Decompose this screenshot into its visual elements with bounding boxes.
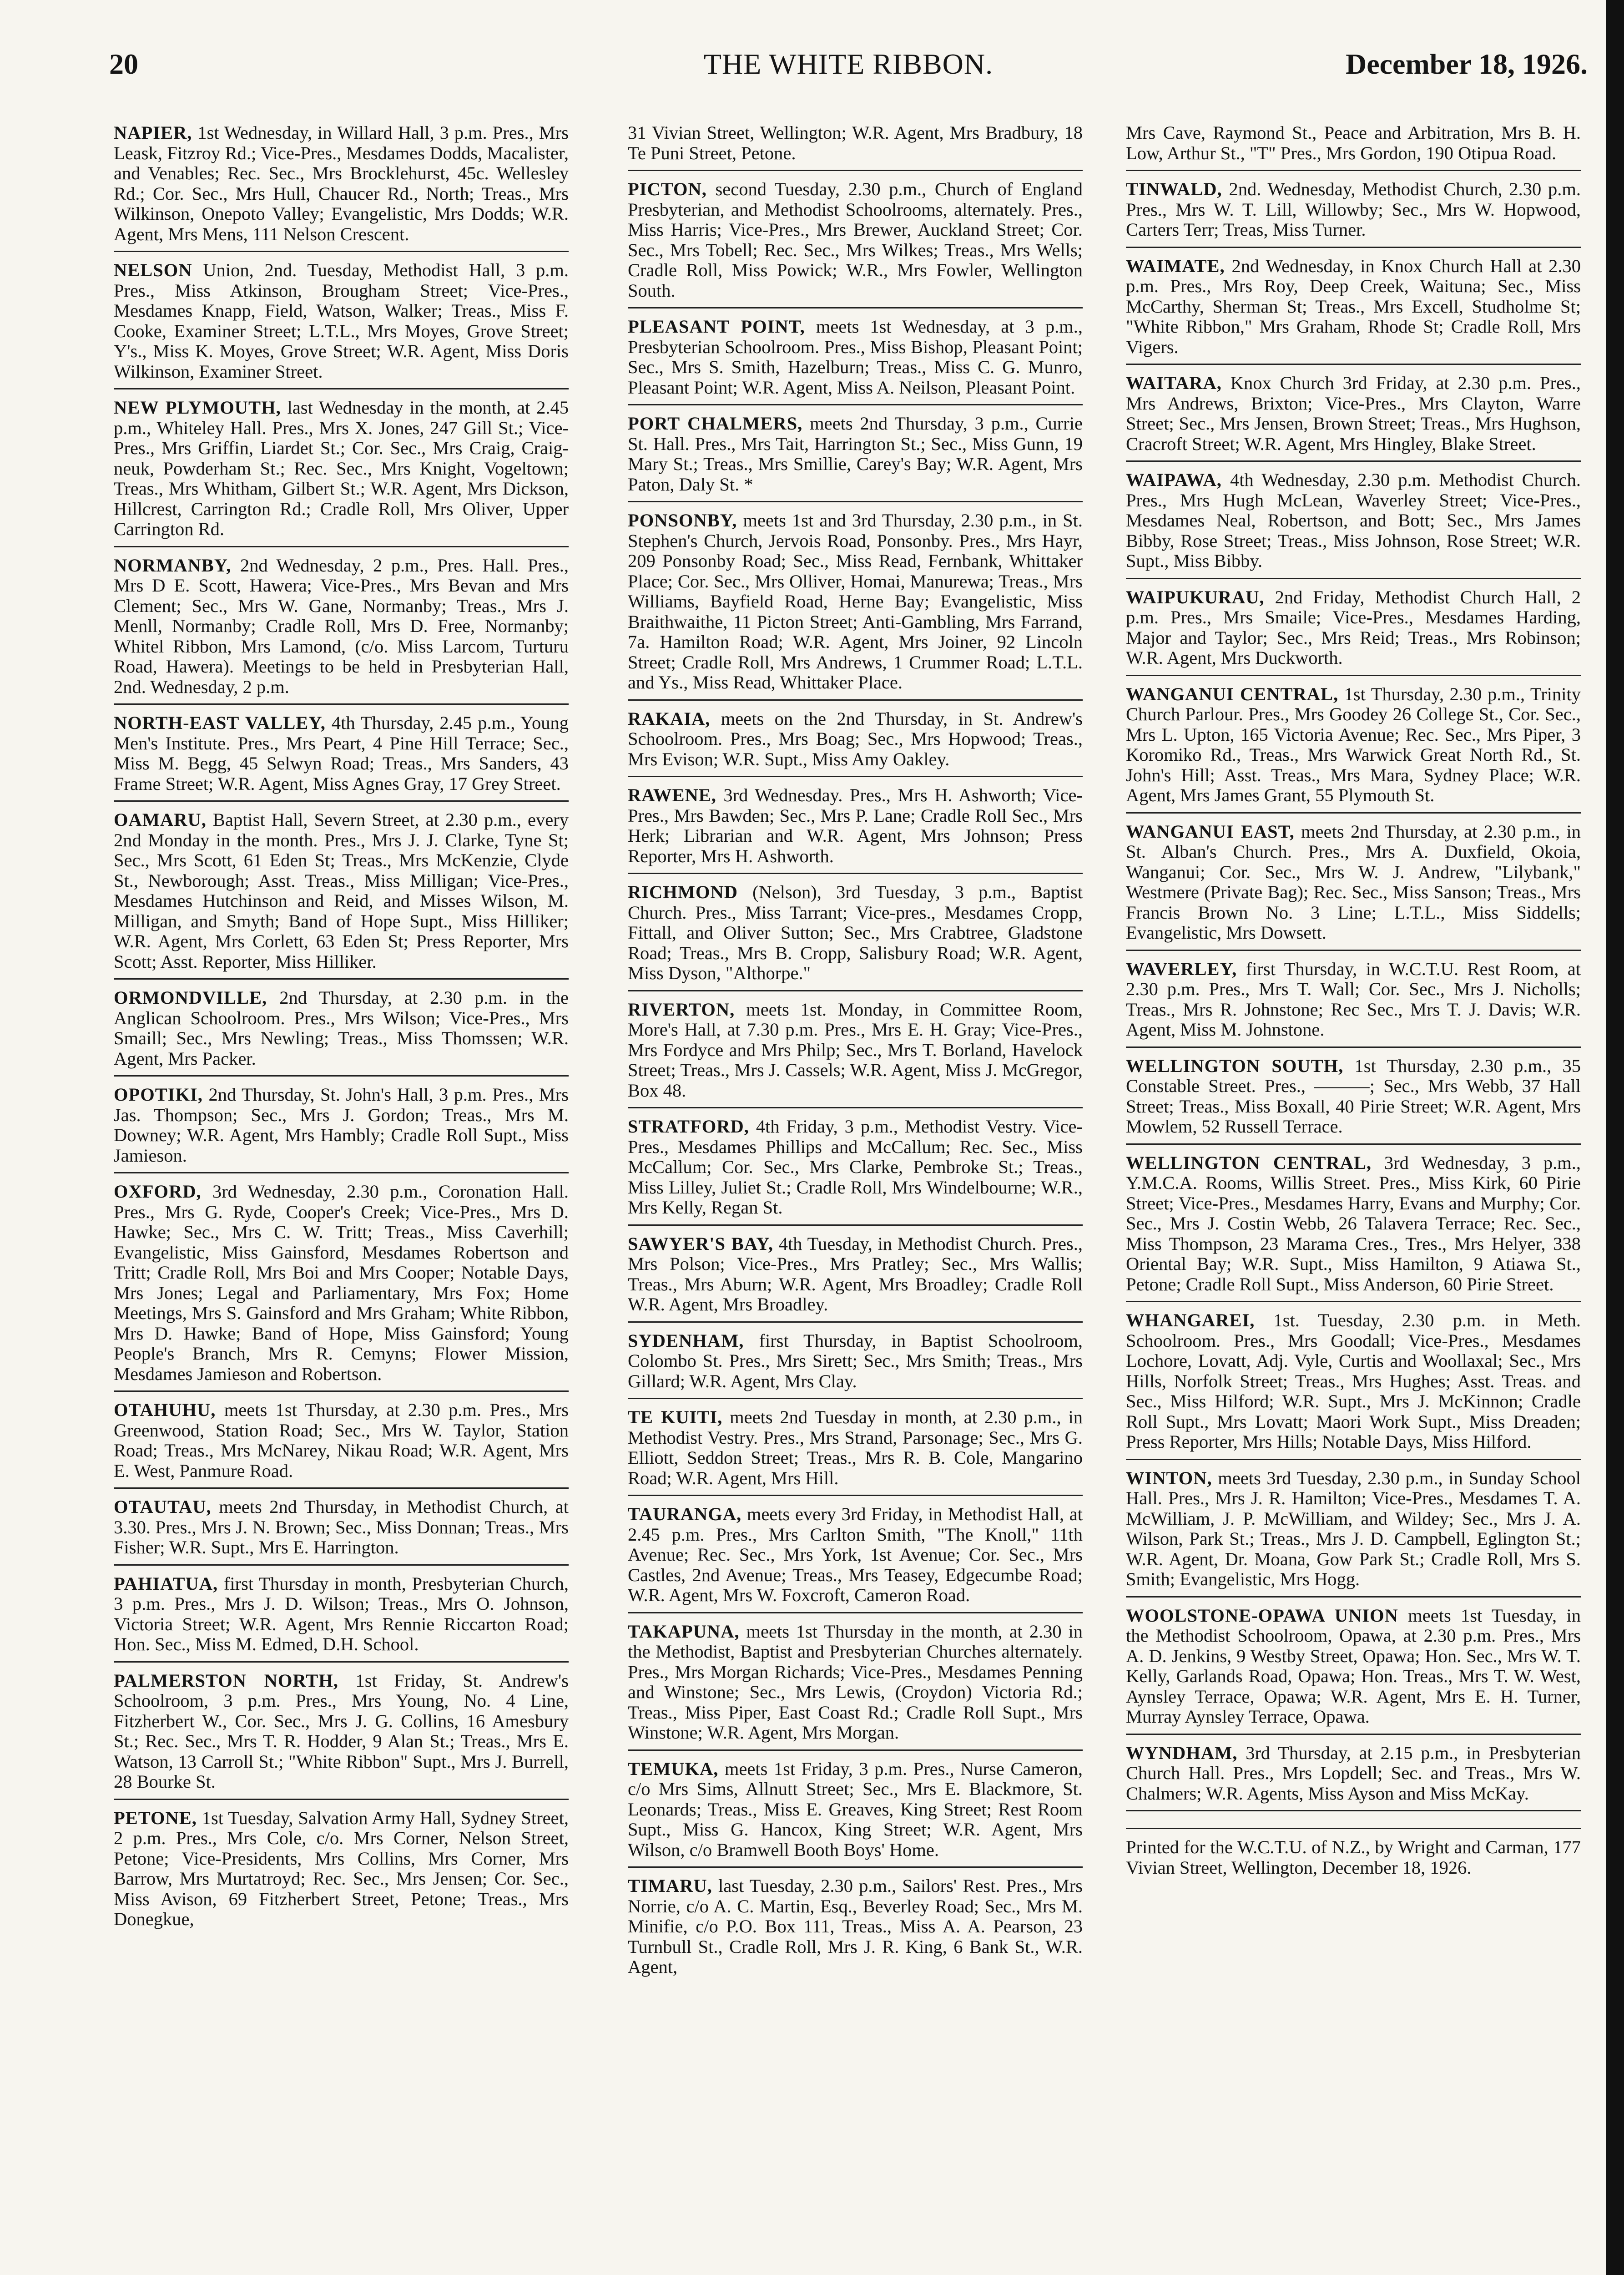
union-details: 2nd Wednesday, 2 p.m., Pres. Hall. Pres., Mrs D E. Scott, Hawera; Vice-Pres., Mrs Bevan and Mrs Clement; Sec., Mrs W. Gane, Normanby; Treas., Mrs J. Menll, Normanby; Cradle Roll, Mrs D. Free, Normanby; Whitel Ribbon, Mrs Lamond, (c/o. Miss Larcom, Turturu Road, Hawera). Meetings to be held in Presbyterian Hall, 2nd. Wednesday, 2 p.m. bbox=[114, 555, 569, 697]
union-details: 1st. Tuesday, 2.30 p.m. in Meth. Schoolroom. Pres., Mrs Goodall; Vice-Pres., Mesdames Lochore, Lovatt, Adj. Vyle, Curtis and Woollaxal; Sec., Mrs Hills, Norfolk Street; Treas., Mrs Hughes; Asst. Treas. and Sec., Miss Hilford; W.R. Supt., Mrs J. McKinnon; Cradle Roll Supt., Mrs Lovatt; Maori Work Supt., Miss Dreaden; Press Reporter, Mrs Hills; Notable Days, Miss Hilford. bbox=[1126, 1310, 1581, 1452]
union-entry bbox=[628, 1407, 1083, 1496]
union-details: Baptist Hall, Severn Street, at 2.30 p.m., every 2nd Monday in the month. Pres., Mrs J. J. Clarke, Tyne St; Sec., Mrs Scott, 61 Eden St; Treas., Mrs McKenzie, Clyde St., Newborough; Asst. Treas., Miss Milligan; Vice-Pres., Mesdames Hutchinson and Reid, and Misses Wilson, M. Milligan, and Smyth; Band of Hope Supt., Miss Hilliker; W.R. Agent, Mrs Corlett, 63 Eden St; Press Reporter, Mrs Scott; Asst. Reporter, Miss Hilliker. bbox=[114, 809, 569, 972]
union-details: 2nd Wednesday, in Knox Church Hall at 2.30 p.m. Pres., Mrs Roy, Deep Creek, Waituna; Sec., Miss McCarthy, Sherman St; Treas., Mrs Excell, Studholme St; "White Ribbon," Mrs Graham, Rhode St; Cradle Roll, Mrs Vigers. bbox=[1126, 255, 1581, 357]
union-details: 3rd Wednesday. Pres., Mrs H. Ashworth; Vice-Pres., Mrs Bawden; Sec., Mrs P. Lane; Cradle Roll Sec., Mrs Herk; Librarian and W.R. Agent, Mrs Johnson; Press Reporter, Mrs H. Ashworth. bbox=[628, 785, 1083, 866]
union-entry bbox=[1126, 373, 1581, 462]
union-details: 31 Vivian Street, Wellington; W.R. Agent, Mrs Bradbury, 18 Te Puni Street, Petone. bbox=[628, 122, 1083, 163]
union-details: meets on the 2nd Thursday, in St. Andrew's Schoolroom. Pres., Mrs Boag; Sec., Mrs Hopwood; Treas., Mrs Evison; W.R. Supt., Miss Amy Oakley. bbox=[628, 708, 1083, 769]
union-details: 4th Wednesday, 2.30 p.m. Methodist Church. Pres., Mrs Hugh McLean, Waverley Street; Vice-Pres., Mesdames Neal, Robertson, and Bott; Sec., Mrs James Bibby, Rose Street; Treas., Miss Johnson, Rose Street; W.R. Supt., Miss Bibby. bbox=[1126, 470, 1581, 571]
union-details: (Nelson), 3rd Tuesday, 3 p.m., Baptist Church. Pres., Miss Tarrant; Vice-pres., Mesdames Cropp, Fittall, and Oliver Sutton; Sec., Mrs Crabtree, Gladstone Road; Treas., Mrs B. Cropp, Salisbury Road; W.R. Agent, Miss Dyson, "Althorpe." bbox=[628, 882, 1083, 983]
union-entry bbox=[114, 398, 569, 547]
union-details: meets 1st Friday, 3 p.m. Pres., Nurse Cameron, c/o Mrs Sims, Allnutt Street; Sec., Mrs E. Blackmore, St. Leonards; Treas., Miss E. Greaves, King Street; Rest Room Supt., Miss G. Hancox, King Street; W.R. Agent, Mrs Wilson, c/o Bramwell Booth Boys' Home. bbox=[628, 1758, 1083, 1860]
union-details: first Thursday in month, Presbyterian Church, 3 p.m. Pres., Mrs J. D. Wilson; Treas., Mrs O. Johnson, Victoria Street; W.R. Agent, Mrs Rennie Riccarton Road; Hon. Sec., Miss M. Edmed, D.H. School. bbox=[114, 1573, 569, 1654]
union-name: WAIPUKURAU, bbox=[1126, 586, 1265, 607]
union-details: 1st Thursday, 2.30 p.m., Trinity Church Parlour. Pres., Mrs Goodey 26 College St., Cor. Sec., Mrs L. Upton, 165 Victoria Avenue; Rec. Sec., Mrs Piper, 3 Koromiko Rd., Treas., Mrs Warwick Great North Rd., St. John's Hill; Asst. Treas., Mrs Mara, Sydney Place; W.R. Agent, Mrs James Grant, 55 Plymouth St. bbox=[1126, 683, 1581, 805]
union-entry bbox=[628, 1876, 1083, 1984]
scan-edge-border bbox=[1606, 0, 1624, 2275]
union-entry bbox=[628, 1622, 1083, 1751]
union-name: PLEASANT POINT, bbox=[628, 316, 805, 337]
union-name: NEW PLYMOUTH, bbox=[114, 397, 281, 418]
union-name: WELLINGTON SOUTH, bbox=[1126, 1055, 1344, 1076]
union-details: 1st Friday, St. Andrew's Schoolroom, 3 p.m. Pres., Mrs Young, No. 4 Line, Fitzherbert W., Cor. Sec., Mrs J. G. Collins, 16 Amesbury St.; Rec. Sec., Mrs T. R. Hodder, 9 Alan St.; Treas., Mrs E. Watson, 13 Carroll St.; "White Ribbon" Supt., Mrs J. Burrell, 28 Bourke St. bbox=[114, 1670, 569, 1792]
union-entry bbox=[1126, 179, 1581, 248]
union-details: meets 2nd Tuesday in month, at 2.30 p.m., in Methodist Vestry. Pres., Mrs Strand, Parsonage; Sec., Mrs G. Elliott, Seddon Street; Treas., Mrs R. B. Cole, Mangarino Road; W.R. Agent, Mrs Hill. bbox=[628, 1407, 1083, 1488]
union-name: STRATFORD, bbox=[628, 1116, 749, 1137]
union-details: meets 2nd Thursday, 3 p.m., Currie St. Hall. Pres., Mrs Tait, Harrington St.; Sec., Miss Gunn, 19 Mary St.; Treas., Mrs Smillie, Carey's Bay; W.R. Agent, Mrs Paton, Daly St. * bbox=[628, 413, 1083, 495]
union-name: WHANGAREI, bbox=[1126, 1310, 1255, 1330]
union-name: WANGANUI EAST, bbox=[1126, 821, 1295, 842]
union-details: 3rd Wednesday, 3 p.m., Y.M.C.A. Rooms, Willis Street. Pres., Miss Kirk, 60 Pirie Street; Vice-Pres., Mesdames Harry, Evans and Murphy; Cor. Sec., Mrs J. Costin Webb, 26 Talavera Terrace; Rec. Sec., Miss Thompson, 23 Marama Cres., Tres., Mrs Helyer, 338 Oriental Bay; W.R. Supt., Miss Hamilton, 9 Atiawa St., Petone; Cradle Roll Supt., Miss Anderson, 60 Pirie Street. bbox=[1126, 1152, 1581, 1294]
union-entry bbox=[628, 179, 1083, 308]
union-name: NELSON bbox=[114, 260, 192, 280]
union-name: WAIPAWA, bbox=[1126, 470, 1222, 490]
union-details: 3rd Thursday, at 2.15 p.m., in Presbyterian Church Hall. Pres., Mrs Lopdell; Sec. and Treas., Mrs W. Chalmers; W.R. Agents, Miss Ayson and Miss McKay. bbox=[1126, 1742, 1581, 1804]
union-details: 1st Wednesday, in Willard Hall, 3 p.m. Pres., Mrs Leask, Fitzroy Rd.; Vice-Pres., Mesdames Dodds, Macalister, and Venables; Rec. Sec., Mrs Brocklehurst, 45c. Wellesley Rd.; Cor. Sec., Mrs Hull, Chaucer Rd., North; Treas., Mrs Wilkinson, Onepoto Valley; Evangelistic, Mrs Dodds; W.R. Agent, Mrs Mens, 111 Nelson Crescent. bbox=[114, 122, 569, 244]
union-entry bbox=[1126, 1310, 1581, 1460]
union-entry bbox=[628, 709, 1083, 778]
union-name: WAIMATE, bbox=[1126, 255, 1225, 276]
union-details: 2nd. Wednesday, Methodist Church, 2.30 p.m. Pres., Mrs W. T. Lill, Willowby; Sec., Mrs W. Hopwood, Carters Terr; Treas, Miss Turner. bbox=[1126, 179, 1581, 240]
union-details: meets 1st. Monday, in Committee Room, More's Hall, at 7.30 p.m. Pres., Mrs E. H. Gray; Vice-Pres., Mrs Fordyce and Mrs Philp; Sec., Mrs T. Borland, Havelock Street; Treas., Mrs J. Cassels; W.R. Agent, Miss J. McGregor, Box 48. bbox=[628, 999, 1083, 1101]
union-name: WELLINGTON CENTRAL, bbox=[1126, 1152, 1372, 1173]
union-name: OXFORD, bbox=[114, 1181, 202, 1202]
union-entry bbox=[628, 882, 1083, 991]
union-entry bbox=[628, 511, 1083, 701]
union-name: OTAHUHU, bbox=[114, 1400, 216, 1420]
union-name: WAITARA, bbox=[1126, 373, 1222, 393]
publication-title: THE WHITE RIBBON. bbox=[703, 48, 994, 80]
union-entry bbox=[1126, 123, 1581, 171]
union-name: SYDENHAM, bbox=[628, 1330, 744, 1351]
union-entry bbox=[628, 1234, 1083, 1323]
union-entry bbox=[628, 1331, 1083, 1400]
union-name: RICHMOND bbox=[628, 882, 738, 902]
union-name: PONSONBY, bbox=[628, 510, 737, 531]
union-entry bbox=[114, 988, 569, 1077]
union-details: 1st Tuesday, Salvation Army Hall, Sydney Street, 2 p.m. Pres., Mrs Cole, c/o. Mrs Corner, Nelson Street, Petone; Vice-Presidents, Mrs Collins, Mrs Corner, Mrs Barrow, Mrs Murtatroyd; Rec. Sec., Mrs Jensen; Cor. Sec., Miss Avison, 69 Fitzherbert Street, Petone; Treas., Mrs Donegkue, bbox=[114, 1807, 569, 1929]
union-details: meets 1st Thursday, at 2.30 p.m. Pres., Mrs Greenwood, Station Road; Sec., Mrs W. Taylor, Station Road; Treas., Mrs McNarey, Nikau Road; W.R. Agent, Mrs E. West, Panmure Road. bbox=[114, 1400, 569, 1481]
union-details: first Thursday, in W.C.T.U. Rest Room, at 2.30 p.m. Pres., Mrs T. Wall; Cor. Sec., Mrs J. Nicholls; Treas., Mrs R. Johnstone; Rec Sec., Mrs T. J. Davis; W.R. Agent, Miss M. Johnstone. bbox=[1126, 958, 1581, 1040]
union-name: TAKAPUNA, bbox=[628, 1621, 740, 1642]
union-details: second Tuesday, 2.30 p.m., Church of England Presbyterian, and Methodist Schoolrooms, alternately. Pres., Miss Harris; Vice-Pres., Mrs Brewer, Auckland Street; Cor. Sec., Mrs Tobell; Rec. Sec., Mrs Wilkes; Treas., Mrs Wells; Cradle Roll, Miss Powick; W.R., Mrs Fowler, Wellington South. bbox=[628, 179, 1083, 301]
union-name: OPOTIKI, bbox=[114, 1084, 203, 1105]
union-name: RAWENE, bbox=[628, 785, 716, 805]
union-details: last Tuesday, 2.30 p.m., Sailors' Rest. Pres., Mrs Norrie, c/o A. C. Martin, Esq., Beverley Road; Sec., Mrs M. Minifie, c/o P.O. Box 111, Treas., Miss A. A. Pearson, 23 Turnbull St., Cradle Roll, Mrs J. R. King, 6 Bank St., W.R. Agent, bbox=[628, 1876, 1083, 1977]
union-details: meets 1st Thursday in the month, at 2.30 in the Methodist, Baptist and Presbyterian Churches alternately. Pres., Mrs Morgan Richards; Vice-Pres., Mesdames Penning and Winstone; Sec., Mrs Lewis, (Croydon) Victoria Rd.; Treas., Miss Piper, East Coast Rd.; Cradle Roll Supt., Mrs Winstone; W.R. Agent, Mrs Morgan. bbox=[628, 1621, 1083, 1743]
union-details: Mrs Cave, Raymond St., Peace and Arbitration, Mrs B. H. Low, Arthur St., "T" Pres., Mrs Gordon, 190 Otipua Road. bbox=[1126, 122, 1581, 163]
union-entry bbox=[1126, 587, 1581, 676]
union-entry bbox=[628, 123, 1083, 171]
union-entry bbox=[1126, 256, 1581, 365]
union-details: meets 1st Tuesday, in the Methodist Schoolroom, Opawa, at 2.30 p.m. Pres., Mrs A. D. Jenkins, 9 Westby Street, Opawa; Hon. Sec., Mrs W. T. Kelly, Garlands Road, Opawa; Hon. Treas., Mrs T. W. West, Aynsley Terrace, Opawa; W.R. Agent, Mrs E. H. Turner, Murray Aynsley Terrace, Opawa. bbox=[1126, 1605, 1581, 1727]
union-details: 4th Friday, 3 p.m., Methodist Vestry. Vice-Pres., Mesdames Phillips and McCallum; Rec. Sec., Miss McCallum; Cor. Sec., Mrs Clarke, Pembroke St.; Treas., Miss Lilley, Juliet St.; Cradle Roll, Mrs Windelbourne; W.R., Mrs Kelly, Regan St. bbox=[628, 1116, 1083, 1218]
union-entry bbox=[1126, 470, 1581, 579]
union-name: NORTH-EAST VALLEY, bbox=[114, 713, 326, 733]
union-name: WANGANUI CENTRAL, bbox=[1126, 683, 1339, 704]
printer-imprint: Printed for the W.C.T.U. of N.Z., by Wright and Carman, 177 Vivian Street, Wellington, December 18, 1926. bbox=[1126, 1828, 1581, 1878]
union-details: 2nd Thursday, at 2.30 p.m. in the Anglican Schoolroom. Pres., Mrs Wilson; Vice-Pres., Mrs Smaill; Sec., Mrs Newling; Treas., Miss Thomssen; W.R. Agent, Mrs Packer. bbox=[114, 987, 569, 1069]
union-name: TINWALD, bbox=[1126, 179, 1222, 199]
union-entry bbox=[1126, 1468, 1581, 1598]
union-name: TIMARU, bbox=[628, 1876, 712, 1896]
union-entry bbox=[628, 1000, 1083, 1109]
union-name: SAWYER'S BAY, bbox=[628, 1233, 774, 1254]
union-entry bbox=[1126, 1743, 1581, 1812]
union-details: first Thursday, in Baptist Schoolroom, Colombo St. Pres., Mrs Sirett; Sec., Mrs Smith; Treas., Mrs Gillard; W.R. Agent, Mrs Clay. bbox=[628, 1330, 1083, 1391]
union-name: OTAUTAU, bbox=[114, 1496, 212, 1517]
union-name: PALMERSTON NORTH, bbox=[114, 1670, 338, 1691]
union-entry bbox=[628, 1504, 1083, 1613]
union-details: 4th Tuesday, in Methodist Church. Pres., Mrs Polson; Vice-Pres., Mrs Pratley; Sec., Mrs Wallis; Treas., Mrs Aburn; W.R. Agent, Mrs Broadley; Cradle Roll W.R. Agent, Mrs Broadley. bbox=[628, 1233, 1083, 1314]
union-entry bbox=[1126, 959, 1581, 1048]
union-entry bbox=[1126, 1153, 1581, 1303]
union-details: meets every 3rd Friday, in Methodist Hall, at 2.45 p.m. Pres., Mrs Carlton Smith, "The Knoll," 11th Avenue; Rec. Sec., Mrs York, 1st Avenue; Cor. Sec., Mrs Castles, 2nd Avenue; Treas., Mrs Teasey, Edgecumbe Road; W.R. Agent, Mrs W. Foxcroft, Cameron Road. bbox=[628, 1504, 1083, 1605]
union-name: WYNDHAM, bbox=[1126, 1742, 1238, 1763]
issue-date: December 18, 1926. bbox=[1346, 48, 1588, 80]
union-name: OAMARU, bbox=[114, 809, 207, 830]
union-details: Union, 2nd. Tuesday, Methodist Hall, 3 p.m. Pres., Miss Atkinson, Brougham Street; Vice-Pres., Mesdames Knapp, Field, Watson, Walker; Treas., Miss F. Cooke, Examiner Street; L.T.L., Mrs Moyes, Grove Street; Y's., Miss K. Moyes, Grove Street; W.R. Agent, Miss Doris Wilkinson, Examiner Street. bbox=[114, 260, 569, 382]
union-entry bbox=[1126, 684, 1581, 814]
union-entry bbox=[114, 810, 569, 980]
union-name: RIVERTON, bbox=[628, 999, 735, 1020]
union-name: PICTON, bbox=[628, 179, 707, 199]
page-number: 20 bbox=[109, 48, 138, 80]
union-entry bbox=[114, 1671, 569, 1800]
column-2 bbox=[628, 123, 1083, 1992]
union-details: Knox Church 3rd Friday, at 2.30 p.m. Pres., Mrs Andrews, Brixton; Vice-Pres., Mrs Clayton, Warre Street; Sec., Mrs Jensen, Brown Street; Treas., Mrs Hughson, Cracroft Street; W.R. Agent, Mrs Hingley, Blake Street. bbox=[1126, 373, 1581, 454]
union-entry bbox=[628, 1759, 1083, 1868]
union-details: 1st Thursday, 2.30 p.m., 35 Constable Street. Pres., ———; Sec., Mrs Webb, 37 Hall Street; Treas., Miss Boxall, 40 Pirie Street; W.R. Agent, Mrs Mowlem, 52 Russell Terrace. bbox=[1126, 1055, 1581, 1137]
union-name: NORMANBY, bbox=[114, 555, 232, 576]
union-entry bbox=[1126, 1606, 1581, 1735]
union-name: PORT CHALMERS, bbox=[628, 413, 803, 434]
union-details: 2nd Friday, Methodist Church Hall, 2 p.m. Pres., Mrs Smaile; Vice-Pres., Mesdames Harding, Major and Taylor; Sec., Mrs Reid; Treas., Mrs Robinson; W.R. Agent, Mrs Duckworth. bbox=[1126, 586, 1581, 668]
union-entry bbox=[114, 260, 569, 389]
union-entry bbox=[628, 414, 1083, 502]
union-entry bbox=[114, 1808, 569, 1936]
union-entry bbox=[114, 123, 569, 252]
union-name: WINTON, bbox=[1126, 1467, 1212, 1488]
union-entry bbox=[1126, 822, 1581, 951]
union-entry bbox=[1126, 1056, 1581, 1145]
union-name: PETONE, bbox=[114, 1807, 197, 1828]
union-entry bbox=[114, 1497, 569, 1566]
union-name: ORMONDVILLE, bbox=[114, 987, 267, 1008]
union-details: meets 1st Wednesday, at 3 p.m., Presbyterian Schoolroom. Pres., Miss Bishop, Pleasant Point; Sec., Mrs S. Smith, Hazelburn; Treas., Miss C. G. Munro, Pleasant Point; W.R. Agent, Miss A. Neilson, Pleasant Point. bbox=[628, 316, 1083, 398]
union-entry bbox=[114, 1574, 569, 1663]
union-name: TAURANGA, bbox=[628, 1504, 742, 1524]
union-details: meets 1st and 3rd Thursday, 2.30 p.m., in St. Stephen's Church, Jervois Road, Ponsonby. Pres., Mrs Hayr, 209 Ponsonby Road; Sec., Miss Read, Fernbank, Whittaker Place; Cor. Sec., Mrs Olliver, Homai, Manurewa; Treas., Mrs Williams, Bayfield Road, Herne Bay; Evangelistic, Miss Braithwaithe, 11 Picton Street; Anti-Gambling, Mrs Farrand, 7a. Hamilton Road; W.R. Agent, Mrs Joiner, 92 Lincoln Street; Cradle Roll, Mrs Andrews, 1 Crummer Road; L.T.L. and Ys., Miss Read, Whittaker Place. bbox=[628, 510, 1083, 693]
union-name: WAVERLEY, bbox=[1126, 958, 1237, 979]
union-entry bbox=[628, 1117, 1083, 1226]
union-details: 4th Thursday, 2.45 p.m., Young Men's Institute. Pres., Mrs Peart, 4 Pine Hill Terrace; Sec., Miss M. Begg, 45 Selwyn Road; Treas., Mrs Sanders, 43 Frame Street; W.R. Agent, Miss Agnes Gray, 17 Grey Street. bbox=[114, 713, 569, 794]
union-entry bbox=[628, 317, 1083, 405]
union-entry bbox=[628, 785, 1083, 874]
union-details: last Wednesday in the month, at 2.45 p.m., Whiteley Hall. Pres., Mrs X. Jones, 247 Gill St.; Vice-Pres., Mrs Griffin, Liardet St.; Cor. Sec., Mrs Craig, Craig-neuk, Powderham St.; Rec. Sec., Mrs Knight, Vogeltown; Treas., Mrs Whitham, Gilbert St.; W.R. Agent, Mrs Dickson, Hillcrest, Carrington Rd.; Cradle Roll, Mrs Oliver, Upper Carrington Rd. bbox=[114, 397, 569, 539]
union-details: meets 3rd Tuesday, 2.30 p.m., in Sunday School Hall. Pres., Mrs J. R. Hamilton; Vice-Pres., Mesdames T. A. McWilliam, J. P. McWilliam, and Wildey; Sec., Mrs J. A. Wilson, Park St.; Treas., Mrs J. D. Campbell, Eglington St.; W.R. Agent, Dr. Moana, Gow Park St.; Cradle Roll, Mrs S. Smith; Evangelistic, Mrs Hogg. bbox=[1126, 1467, 1581, 1589]
column-3 bbox=[1126, 123, 1581, 1896]
union-entry bbox=[114, 556, 569, 705]
union-details: 2nd Thursday, St. John's Hall, 3 p.m. Pres., Mrs Jas. Thompson; Sec., Mrs J. Gordon; Treas., Mrs M. Downey; W.R. Agent, Mrs Hambly; Cradle Roll Supt., Miss Jamieson. bbox=[114, 1084, 569, 1166]
union-entry bbox=[114, 713, 569, 802]
column-1 bbox=[114, 123, 569, 1944]
union-name: NAPIER, bbox=[114, 122, 192, 143]
union-name: WOOLSTONE-OPAWA UNION bbox=[1126, 1605, 1398, 1626]
union-entry bbox=[114, 1400, 569, 1489]
union-name: PAHIATUA, bbox=[114, 1573, 218, 1594]
union-entry bbox=[114, 1182, 569, 1392]
union-details: meets 2nd Thursday, at 2.30 p.m., in St. Alban's Church. Pres., Mrs A. Duxfield, Okoia, Wanganui; Cor. Sec., Mrs W. J. Andrew, "Lilybank," Westmere (Private Bag); Rec. Sec., Miss Sanson; Treas., Mrs Francis Brown No. 3 Line; L.T.L., Miss Siddells; Evangelistic, Mrs Dowsett. bbox=[1126, 821, 1581, 943]
union-entry bbox=[114, 1085, 569, 1173]
union-details: meets 2nd Thursday, in Methodist Church, at 3.30. Pres., Mrs J. N. Brown; Sec., Miss Donnan; Treas., Mrs Fisher; W.R. Supt., Mrs E. Harrington. bbox=[114, 1496, 569, 1557]
page-header bbox=[109, 42, 1588, 92]
union-name: TEMUKA, bbox=[628, 1758, 719, 1779]
union-name: TE KUITI, bbox=[628, 1407, 723, 1427]
union-name: RAKAIA, bbox=[628, 708, 711, 729]
union-details: 3rd Wednesday, 2.30 p.m., Coronation Hall. Pres., Mrs G. Ryde, Cooper's Creek; Vice-Pres., Mrs D. Hawke; Sec., Mrs C. W. Tritt; Treas., Miss Caverhill; Evangelistic, Miss Gainsford, Mesdames Robertson and Tritt; Cradle Roll, Mrs Boi and Mrs Cooper; Notable Days, Mrs Jones; Legal and Parliamentary, Mrs Fox; Home Meetings, Mrs S. Gainsford and Mrs Graham; White Ribbon, Mrs D. Hawke; Band of Hope, Miss Gainsford; Young People's Branch, Mrs R. Cemyns; Flower Mission, Mesdames Jamieson and Robertson. bbox=[114, 1181, 569, 1384]
